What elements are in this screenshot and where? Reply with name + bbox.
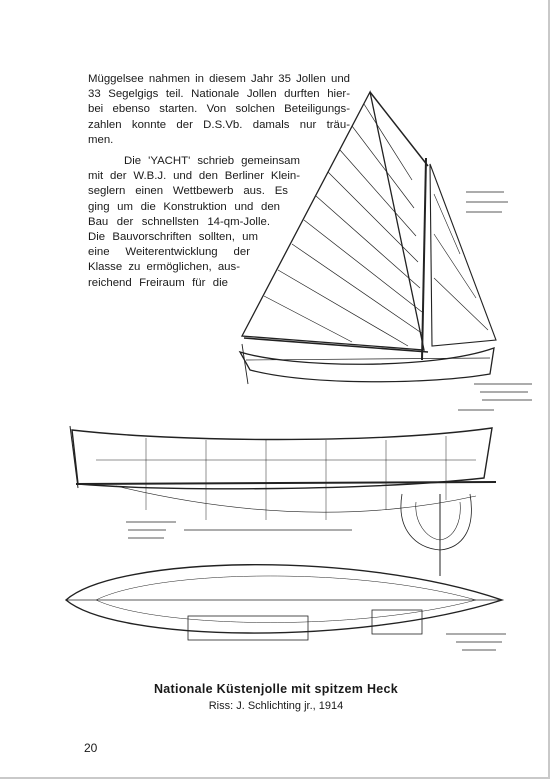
- text-line: mit der W.B.J. und den Berliner Klein-: [88, 170, 300, 183]
- text-line: Die 'YACHT' schrieb gemeinsam: [124, 155, 300, 168]
- text-line: Klasse zu ermöglichen, aus-: [88, 261, 240, 274]
- boom: [244, 338, 428, 352]
- lines-plan-drawing: [56, 410, 542, 680]
- text-line: eine Weiterentwicklung der: [88, 246, 250, 259]
- annotation-scribbles: [446, 634, 506, 650]
- mast: [422, 158, 426, 360]
- text-line: men.: [88, 133, 114, 146]
- page-number: 20: [84, 741, 98, 755]
- text-line: reichend Freiraum für die: [88, 276, 228, 289]
- text-line: ging um die Konstruktion und den: [88, 200, 280, 213]
- text-line: Die Bauvorschriften sollten, um: [88, 231, 258, 244]
- hull-profile: [240, 348, 494, 382]
- sail-panel-lines: [264, 104, 423, 346]
- figure-caption-title: Nationale Küstenjolle mit spitzem Heck: [153, 682, 399, 696]
- figure-caption-credit: Riss: J. Schlichting jr., 1914: [208, 700, 344, 712]
- text-line: Müggelsee nahmen in diesem Jahr 35 Jollen und: [88, 73, 350, 85]
- jib: [430, 164, 496, 346]
- text-line: bei ebenso starten. Von solchen Beteiligungs-: [88, 103, 350, 116]
- text-line: seglern einen Wettbewerb aus. Es: [88, 185, 288, 198]
- hull-side-view: [72, 428, 492, 489]
- mainsail: [242, 92, 424, 350]
- annotation-scribbles: [126, 522, 352, 538]
- text-line: zahlen konnte der D.S.Vb. damals nur träu-: [88, 118, 350, 131]
- hull-plan-view: [66, 565, 502, 633]
- gaff: [370, 92, 428, 166]
- text-line: Bau der schnellsten 14-qm-Jolle.: [88, 215, 270, 228]
- sail-plan-drawing: [232, 84, 544, 414]
- body-plan: [401, 494, 471, 576]
- text-line: 33 Segelgigs teil. Nationale Jollen durften hier-: [88, 88, 350, 101]
